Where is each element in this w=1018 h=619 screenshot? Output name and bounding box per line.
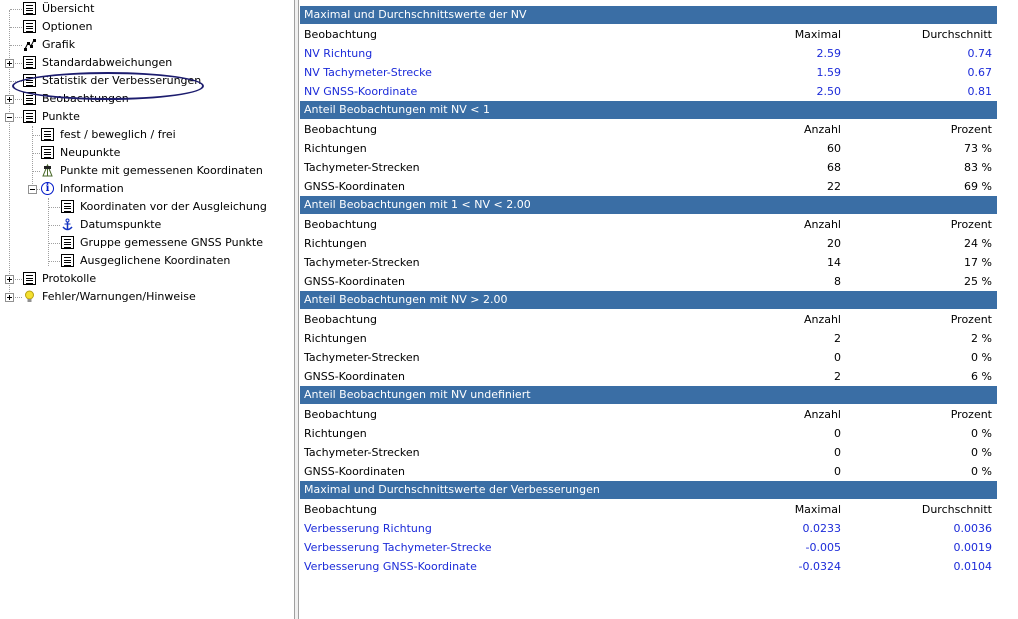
row-value-2: 0 % bbox=[971, 427, 992, 440]
column-header: Durchschnitt bbox=[921, 28, 992, 41]
tree-item-label: Gruppe gemessene GNSS Punkte bbox=[80, 236, 263, 249]
selection-highlight-ring bbox=[12, 72, 204, 100]
graph-icon bbox=[23, 38, 36, 51]
column-header-row bbox=[300, 500, 997, 519]
document-icon bbox=[23, 2, 36, 15]
column-header: Beobachtung bbox=[304, 408, 378, 421]
tree-item-label: Optionen bbox=[42, 20, 93, 33]
collapse-toggle[interactable] bbox=[5, 113, 14, 122]
row-label-link[interactable]: NV Richtung bbox=[304, 47, 373, 60]
tree-item-information[interactable] bbox=[0, 180, 294, 198]
column-header: Beobachtung bbox=[304, 313, 378, 326]
column-header: Beobachtung bbox=[304, 218, 378, 231]
column-header-row bbox=[300, 310, 997, 329]
row-label-link[interactable]: Verbesserung Tachymeter-Strecke bbox=[304, 541, 492, 554]
table-row[interactable] bbox=[300, 538, 997, 557]
row-label-link[interactable]: Verbesserung Richtung bbox=[304, 522, 432, 535]
table-row bbox=[300, 253, 997, 272]
tree-item-grafik[interactable] bbox=[0, 36, 294, 54]
row-value-1: 0 bbox=[834, 446, 841, 459]
tree-item-label: Beobachtungen bbox=[42, 92, 129, 105]
row-value-1: 14 bbox=[827, 256, 841, 269]
tree-item-label: Neupunkte bbox=[60, 146, 121, 159]
tree-item-label: fest / beweglich / frei bbox=[60, 128, 176, 141]
info-icon: i bbox=[41, 182, 54, 195]
row-value-1: 60 bbox=[827, 142, 841, 155]
row-label: Tachymeter-Strecken bbox=[304, 351, 420, 364]
table-row bbox=[300, 177, 997, 196]
column-header: Maximal bbox=[794, 503, 841, 516]
tree-item-koordinaten-vor-der-ausgleichung[interactable] bbox=[0, 198, 294, 216]
column-header: Beobachtung bbox=[304, 503, 378, 516]
document-icon bbox=[23, 110, 36, 123]
column-header: Maximal bbox=[794, 28, 841, 41]
document-icon bbox=[61, 236, 74, 249]
row-value-2: 25 % bbox=[964, 275, 992, 288]
row-label: Richtungen bbox=[304, 142, 367, 155]
row-label: Richtungen bbox=[304, 427, 367, 440]
row-label: Richtungen bbox=[304, 237, 367, 250]
row-value-2: 0.0036 bbox=[953, 522, 992, 535]
column-header: Beobachtung bbox=[304, 123, 378, 136]
row-label: Tachymeter-Strecken bbox=[304, 446, 420, 459]
row-label-link[interactable]: NV GNSS-Koordinate bbox=[304, 85, 418, 98]
tree-item-ausgeglichene-koordinaten[interactable] bbox=[0, 252, 294, 270]
collapse-toggle[interactable] bbox=[28, 185, 37, 194]
tree-item-label: Koordinaten vor der Ausgleichung bbox=[80, 200, 267, 213]
column-header: Anzahl bbox=[803, 408, 841, 421]
row-value-1: 68 bbox=[827, 161, 841, 174]
row-value-1: 1.59 bbox=[816, 66, 841, 79]
row-label-link[interactable]: Verbesserung GNSS-Koordinate bbox=[304, 560, 477, 573]
lightbulb-icon bbox=[23, 290, 36, 303]
table-row[interactable] bbox=[300, 44, 997, 63]
table-row bbox=[300, 348, 997, 367]
row-value-1: 0.0233 bbox=[802, 522, 841, 535]
row-value-2: 0 % bbox=[971, 446, 992, 459]
column-header-row bbox=[300, 120, 997, 139]
row-value-2: 73 % bbox=[964, 142, 992, 155]
row-value-2: 6 % bbox=[971, 370, 992, 383]
row-label: GNSS-Koordinaten bbox=[304, 275, 405, 288]
tree-item-fehler-warnungen-hinweise[interactable] bbox=[0, 288, 294, 306]
tree-item-label: Punkte mit gemessenen Koordinaten bbox=[60, 164, 263, 177]
document-icon bbox=[61, 254, 74, 267]
row-value-2: 0 % bbox=[971, 351, 992, 364]
column-header-row bbox=[300, 25, 997, 44]
row-value-2: 0 % bbox=[971, 465, 992, 478]
expand-toggle[interactable] bbox=[5, 275, 14, 284]
row-value-1: 8 bbox=[834, 275, 841, 288]
row-value-2: 0.0019 bbox=[953, 541, 992, 554]
row-value-2: 69 % bbox=[964, 180, 992, 193]
column-header-row bbox=[300, 215, 997, 234]
table-row[interactable] bbox=[300, 557, 997, 576]
row-value-1: 2.50 bbox=[816, 85, 841, 98]
table-row[interactable] bbox=[300, 82, 997, 101]
tree-item-protokolle[interactable] bbox=[0, 270, 294, 288]
row-value-1: 20 bbox=[827, 237, 841, 250]
row-value-2: 83 % bbox=[964, 161, 992, 174]
section-header: Anteil Beobachtungen mit NV < 1 bbox=[300, 101, 997, 119]
row-value-1: 2 bbox=[834, 370, 841, 383]
tree-item-neupunkte[interactable] bbox=[0, 144, 294, 162]
report-panel bbox=[299, 0, 1018, 619]
document-icon bbox=[23, 272, 36, 285]
row-value-1: 2 bbox=[834, 332, 841, 345]
tree-item-punkte-mit-gemessenen-koordinaten[interactable] bbox=[0, 162, 294, 180]
section-header: Maximal und Durchschnittswerte der Verbesserungen bbox=[300, 481, 997, 499]
document-icon bbox=[41, 146, 54, 159]
tree-item-label: Datumspunkte bbox=[80, 218, 162, 231]
tree-item-label: Grafik bbox=[42, 38, 76, 51]
row-value-2: 24 % bbox=[964, 237, 992, 250]
expand-toggle[interactable] bbox=[5, 59, 14, 68]
section-header: Anteil Beobachtungen mit 1 < NV < 2.00 bbox=[300, 196, 997, 214]
table-row bbox=[300, 139, 997, 158]
row-value-1: 22 bbox=[827, 180, 841, 193]
column-header-row bbox=[300, 405, 997, 424]
table-row bbox=[300, 272, 997, 291]
tree-item-optionen[interactable] bbox=[0, 18, 294, 36]
section-header: Anteil Beobachtungen mit NV undefiniert bbox=[300, 386, 997, 404]
table-row[interactable] bbox=[300, 519, 997, 538]
row-value-1: -0.005 bbox=[805, 541, 841, 554]
column-header: Prozent bbox=[950, 313, 992, 326]
document-icon bbox=[23, 20, 36, 33]
row-value-2: 0.74 bbox=[967, 47, 992, 60]
section-header: Anteil Beobachtungen mit NV > 2.00 bbox=[300, 291, 997, 309]
row-value-1: 0 bbox=[834, 465, 841, 478]
table-row bbox=[300, 234, 997, 253]
row-label-link[interactable]: NV Tachymeter-Strecke bbox=[304, 66, 432, 79]
column-header: Anzahl bbox=[803, 313, 841, 326]
expand-toggle[interactable] bbox=[5, 95, 14, 104]
tree-item-datumspunkte[interactable] bbox=[0, 216, 294, 234]
row-value-2: 17 % bbox=[964, 256, 992, 269]
column-header: Anzahl bbox=[803, 123, 841, 136]
column-header: Durchschnitt bbox=[921, 503, 992, 516]
gnss-point-icon bbox=[41, 164, 54, 177]
document-icon bbox=[41, 128, 54, 141]
row-value-1: 0 bbox=[834, 351, 841, 364]
tree-item-label: Punkte bbox=[42, 110, 80, 123]
document-icon bbox=[61, 200, 74, 213]
column-header: Prozent bbox=[950, 123, 992, 136]
tree-item-punkte[interactable] bbox=[0, 108, 294, 126]
tree-item-label: Ausgeglichene Koordinaten bbox=[80, 254, 231, 267]
row-label: GNSS-Koordinaten bbox=[304, 465, 405, 478]
table-row bbox=[300, 367, 997, 386]
row-label: Richtungen bbox=[304, 332, 367, 345]
tree-item-gruppe-gemessene-gnss-punkte[interactable] bbox=[0, 234, 294, 252]
column-header: Beobachtung bbox=[304, 28, 378, 41]
row-value-2: 0.81 bbox=[967, 85, 992, 98]
tree-item-fest-beweglich-frei[interactable] bbox=[0, 126, 294, 144]
section-header: Maximal und Durchschnittswerte der NV bbox=[300, 6, 997, 24]
row-label: Tachymeter-Strecken bbox=[304, 161, 420, 174]
table-row bbox=[300, 424, 997, 443]
row-value-2: 0.67 bbox=[967, 66, 992, 79]
row-value-2: 0.0104 bbox=[953, 560, 992, 573]
navigation-tree bbox=[0, 0, 294, 619]
tree-item-standardabweichungen[interactable] bbox=[0, 54, 294, 72]
row-value-1: 0 bbox=[834, 427, 841, 440]
column-header: Prozent bbox=[950, 408, 992, 421]
table-row[interactable] bbox=[300, 63, 997, 82]
anchor-icon bbox=[61, 218, 74, 231]
column-header: Anzahl bbox=[803, 218, 841, 231]
tree-item-label: Statistik der Verbesserungen bbox=[42, 74, 202, 87]
table-row bbox=[300, 443, 997, 462]
row-label: Tachymeter-Strecken bbox=[304, 256, 420, 269]
tree-item-label: Standardabweichungen bbox=[42, 56, 173, 69]
tree-item-label: Fehler/Warnungen/Hinweise bbox=[42, 290, 196, 303]
row-value-1: 2.59 bbox=[816, 47, 841, 60]
row-label: GNSS-Koordinaten bbox=[304, 180, 405, 193]
tree-item-label: Protokolle bbox=[42, 272, 97, 285]
table-row bbox=[300, 158, 997, 177]
tree-item-übersicht[interactable] bbox=[0, 0, 294, 18]
document-icon bbox=[23, 56, 36, 69]
column-header: Prozent bbox=[950, 218, 992, 231]
tree-item-label: Information bbox=[60, 182, 124, 195]
tree-item-label: Übersicht bbox=[42, 2, 95, 15]
table-row bbox=[300, 329, 997, 348]
expand-toggle[interactable] bbox=[5, 293, 14, 302]
row-value-2: 2 % bbox=[971, 332, 992, 345]
row-label: GNSS-Koordinaten bbox=[304, 370, 405, 383]
table-row bbox=[300, 462, 997, 481]
row-value-1: -0.0324 bbox=[798, 560, 841, 573]
